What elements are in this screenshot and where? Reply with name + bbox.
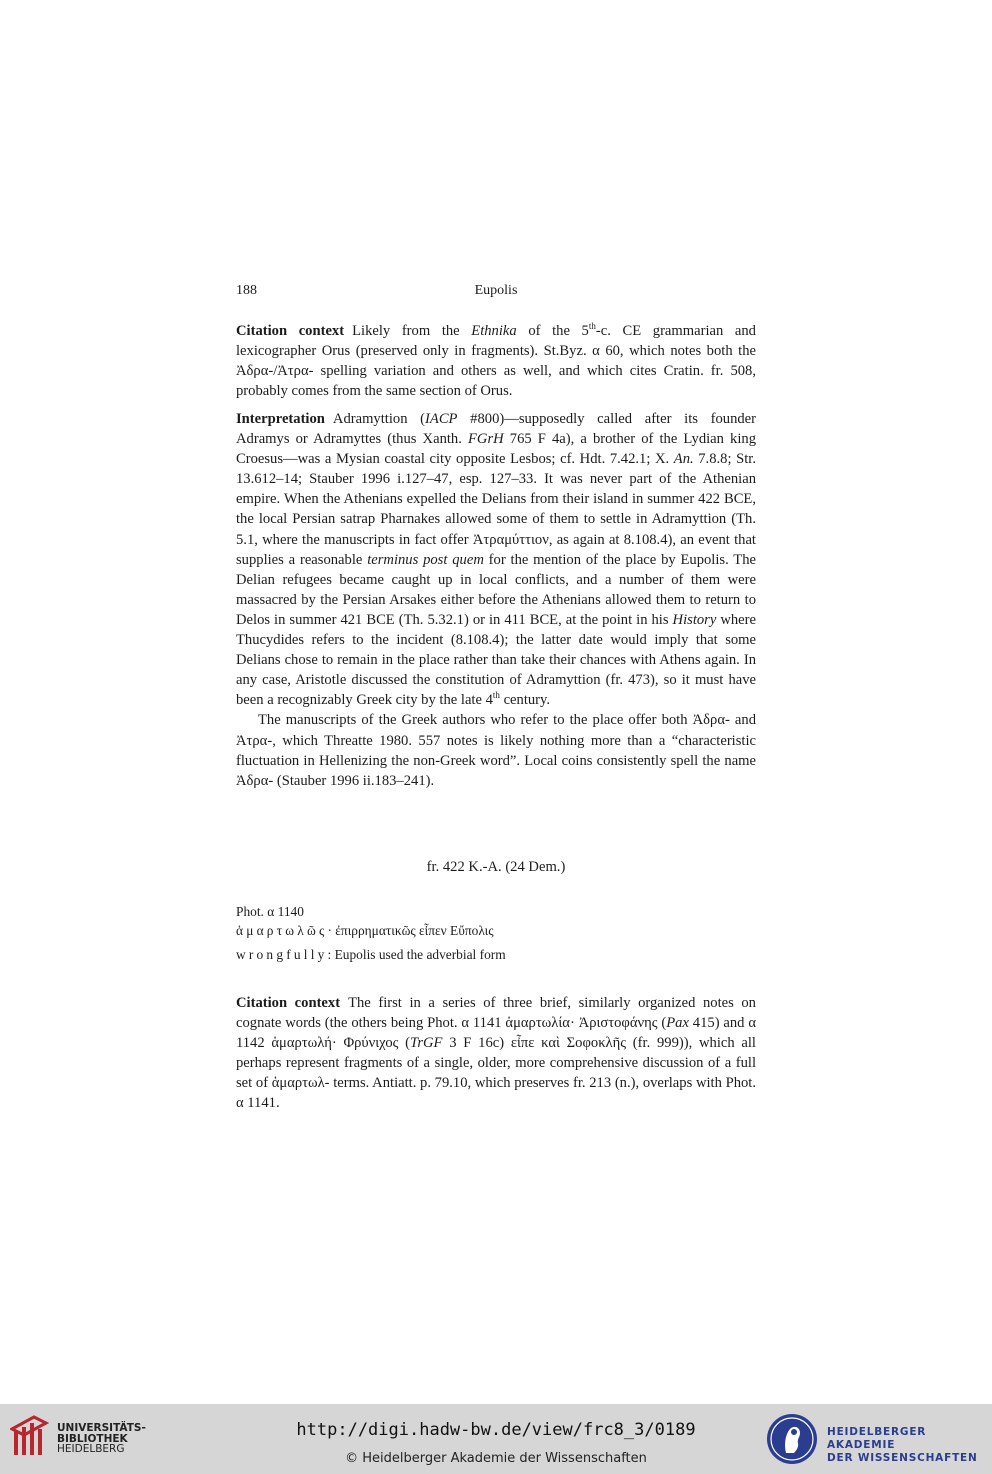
interpretation-paragraph: Interpretation Adramyttion (IACP #800)—supposedly called after its founder Adramys or Adramyttes (thus Xanth. FGrH 765 F 4a), a brother of the Lydian king Croesus—was a Mysian coastal city opposite Lesbos; cf. Hdt. 7.42.1; X. An. 7.8.8; Str. 13.612–14; Stauber 1996 i.127–47, esp. 127–33. It was never part of the Athenian empire. When the Athenians expelled the Delians from their island in summer 422 BCE, the local Persian satrap Pharnakes allowed some of them to settle in Adramyttion (Th. 5.1, where the manuscripts in fact offer Ἀτραμύττιον, as again at 8.108.4), an event that supplies a reasonable terminus post quem for the mention of the place by Eupolis. The Delian refugees became caught up in local conflicts, and a number of them were massacred by the Persian Arsakes either before the Athenians allowed them to return to Delos in summer 421 BCE (Th. 5.32.1) or in 411 BCE, at the point in his History where Thucydides refers to the incident (8.108.4); the latter date would imply that some Delians chose to remain in the place rather than take their chances with Athens again. In any case, Aristotle discussed the constitution of Adramyttion (fr. 473), so it must have been a recognizably Greek city by the late 4th century. [236,411,757,709]
interpretation-section [236,409,756,791]
interpretation-paragraph-2: The manuscripts of the Greek authors who refer to the place offer both Ἀδρα- and Ἀτρα-, which Threatte 1980. 557 notes is likely nothing more than a “characteristic fluctuation in Hellenizing the non-Greek word”. Local coins consistently spell the name Ἀδρα- (Stauber 1996 ii.183–241). [236,712,756,789]
citation-context-paragraph: Citation context Likely from the Ethnika of the 5th-c. CE grammarian and lexicographer Orus (preserved only in fragments). St.Byz. α 60, which notes both the Ἀδρα-/Ἀτρα- spelling variation and others as well, and which cites Cratin. fr. 508, probably comes from the same section of Orus. [236,321,756,400]
citation-context-section [236,321,756,401]
footer-bar [0,1404,992,1474]
section-label: Interpretation [236,411,325,427]
copyright-notice: © Heidelberger Akademie der Wissenschaften [345,1451,647,1466]
citation-context-paragraph: Citation context The first in a series of three brief, similarly organized notes on cognate words (the others being Phot. α 1141 ἁμαρτωλία· Ἀριστοφάνης (Pax 415) and α 1142 ἁμαρτωλή· Φρύνιχος (TrGF 3 F 16c) εἶπε καὶ Σοφοκλῆς (fr. 999)), which all perhaps represent fragments of a single, older, more comprehensive discussion of a full set of ἁμαρτωλ- terms. Antiatt. p. 79.10, which preserves fr. 213 (n.), overlaps with Phot. α 1141. [236,995,756,1112]
running-header [236,283,756,303]
academy-name: HEIDELBERGER AKADEMIE DER WISSENSCHAFTEN [827,1426,978,1464]
fragment-greek-text: ἁμαρτωλῶς· ἐπιρρηματικῶς εἶπεν Εὔπολις [236,923,494,938]
fragment-translation: wrongfully: Eupolis used the adverbial form [236,947,506,962]
academy-seal-icon[interactable] [766,1413,818,1465]
section-label: Citation context [236,995,341,1011]
section-label: Citation context [236,323,345,339]
permalink-url[interactable]: http://digi.hadw-bw.de/view/frc8_3/0189 [296,1420,696,1440]
fragment-source: Phot. α 1140 [236,904,304,919]
running-title: Eupolis [474,283,518,298]
university-library-name: UNIVERSITÄTS- BIBLIOTHEK HEIDELBERG [57,1422,146,1455]
fragment-title: fr. 422 K.-A. (24 Dem.) [426,859,566,875]
citation-context-section-2 [236,993,756,1114]
page-number: 188 [236,283,257,298]
